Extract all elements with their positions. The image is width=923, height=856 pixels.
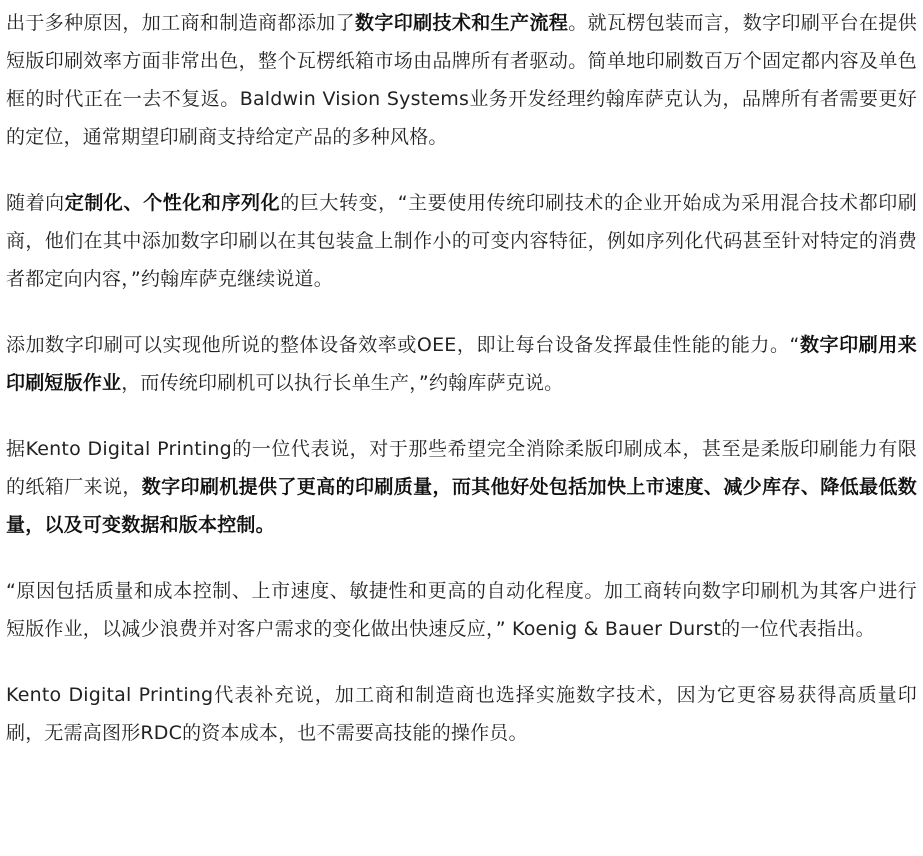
paragraph-text: 据Kento Digital Printing的一位代表说，对于那些希望完全消除柔版印刷成本，甚至是柔版印刷能力有限的纸箱厂来说，: [6, 438, 917, 498]
emphasis-text: 数字印刷技术和生产流程: [354, 12, 569, 34]
paragraph-text: 出于多种原因，加工商和制造商都添加了: [6, 12, 355, 34]
paragraph-1: [6, 4, 917, 156]
paragraph-2: [6, 184, 917, 298]
paragraph-6: [6, 676, 917, 752]
emphasis-text: 定制化、个性化和序列化: [64, 192, 281, 214]
paragraph-3: [6, 326, 917, 402]
paragraph-text: Kento Digital Printing代表补充说，加工商和制造商也选择实施数字技术，因为它更容易获得高质量印刷，无需高图形RDC的资本成本，也不需要高技能的操作员。: [6, 684, 917, 744]
paragraph-5: [6, 572, 917, 648]
paragraph-text: 的巨大转变，“主要使用传统印刷技术的企业开始成为采用混合技术都印刷商，他们在其中添加数字印刷以在其包装盒上制作小的可变内容特征，例如序列化代码甚至针对特定的消费者都定向内容，”约翰库萨克继续说道。: [6, 192, 918, 290]
paragraph-text: ，而传统印刷机可以执行长单生产，”约翰库萨克说。: [121, 372, 564, 394]
paragraph-text: “原因包括质量和成本控制、上市速度、敏捷性和更高的自动化程度。加工商转向数字印刷机为其客户进行短版作业，以减少浪费并对客户需求的变化做出快速反应，” Koenig & Bauer Durst的一位代表指出。: [6, 580, 917, 640]
paragraph-text: 添加数字印刷可以实现他所说的整体设备效率或OEE，即让每台设备发挥最佳性能的能力。“: [6, 334, 800, 356]
emphasis-text: 数字印刷用来印刷短版作业: [6, 334, 917, 394]
paragraph-text: 随着向: [6, 192, 65, 214]
paragraph-4: [6, 430, 917, 544]
emphasis-text: 数字印刷机提供了更高的印刷质量，而其他好处包括加快上市速度、减少库存、降低最低数量，以及可变数据和版本控制。: [6, 476, 917, 536]
paragraph-text: 。就瓦楞包装而言，数字印刷平台在提供短版印刷效率方面非常出色，整个瓦楞纸箱市场由品牌所有者驱动。简单地印刷数百万个固定都内容及单色框的时代正在一去不复返。Baldwin Vision Systems业务开发经理约翰库萨克认为，品牌所有者需要更好的定位，通常期望印刷商支持给定产品的多种风格。: [6, 12, 918, 148]
